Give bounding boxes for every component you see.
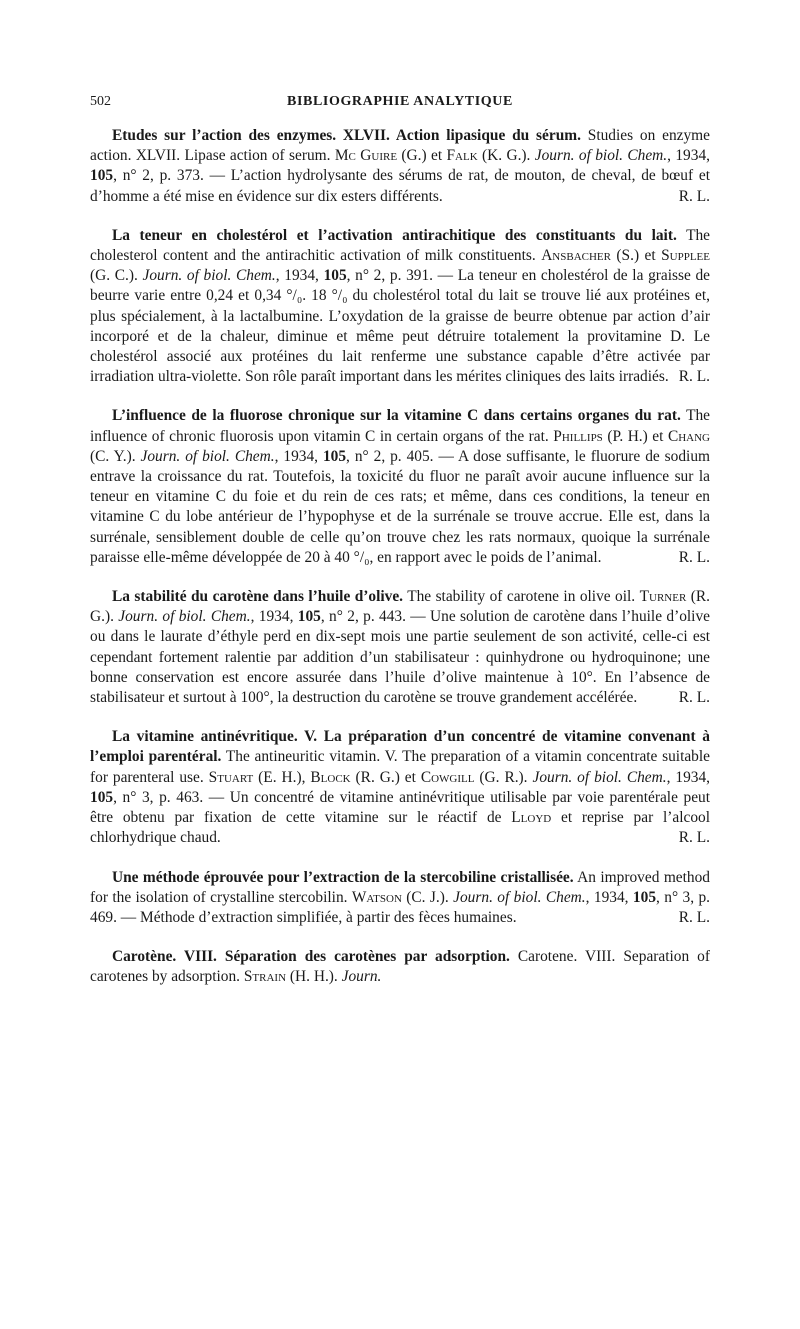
english-title: Studies on enzyme action. XLVII. Lipase action of serum. <box>90 127 710 165</box>
running-title: BIBLIOGRAPHIE ANALYTIQUE <box>287 94 513 109</box>
citation-year: , 1934, <box>250 608 298 626</box>
english-title: The influence of chronic fluorosis upon vitamin C in certain organs of the rat. <box>90 407 710 445</box>
reviewer-initials: R. L. <box>678 187 710 205</box>
page-number: 502 <box>90 94 111 109</box>
entry-title: La teneur en cholestérol et l’activation antirachitique des constituants du lait. <box>112 226 677 244</box>
author-name: Supplee <box>661 247 710 265</box>
abstract-entry <box>90 868 710 929</box>
abstracts-column <box>90 126 710 1007</box>
abstract-entry <box>90 947 710 987</box>
citation-issue: , n° 3, p. 469. — <box>90 888 711 926</box>
journal-name: Journ. of biol. Chem. <box>140 447 275 465</box>
abstract-entry <box>90 727 710 848</box>
entry-title: Carotène. VIII. Séparation des carotènes par adsorption. <box>112 948 510 966</box>
abstract-text: A dose suffisante, le fluorure de sodium entrave la croissance du rat. Toutefois, la toxicité du fluor ne paraît avoir aucune influence sur la teneur en vitamine C du foie et du rein de ces rats; et même, dans ces conditions, la teneur en vitamine C du lobe antérieur de l’hypophyse et de la surrénale se trouve accrue. Elle est, dans la surrénale, sensiblement double de celle qu’on trouve chez les rats normaux, quoique la surrénale paraisse elle-même développée de 20 à 40 °/₀, en rapport avec le poids de l’animal. <box>90 447 710 566</box>
citation-year: , 1934, <box>666 768 711 786</box>
author-name: Phillips <box>553 427 603 445</box>
citation-year: , 1934, <box>275 267 324 285</box>
author-initials: (C. J.). <box>401 888 454 906</box>
author-initials: (G. R.). <box>474 768 533 786</box>
citation-volume: 105 <box>322 447 347 465</box>
abstract-text: Un concentré de vitamine antinévritique utilisable par voie parentérale peut être obtenu par fixation de cette vitamine sur le réactif de <box>90 788 710 827</box>
author-initials: (R. G.) et <box>350 768 421 786</box>
citation-volume: 105 <box>90 788 114 806</box>
citation-issue: , n° 2, p. 443. — <box>320 608 431 626</box>
author-initials: (P. H.) et <box>602 427 668 445</box>
reviewer-initials: R. L. <box>678 368 710 386</box>
citation-year: , 1934, <box>585 888 633 906</box>
english-title: Carotene. VIII. Separation of carotenes by adsorption. <box>90 948 710 986</box>
citation-year: , 1934, <box>274 447 323 465</box>
abstract-entry <box>90 587 710 708</box>
author-name: Stuart <box>208 768 254 786</box>
citation-year: , 1934, <box>667 147 710 165</box>
english-title: The cholesterol content and the antirachitic activation of milk constituents. <box>90 226 710 265</box>
abstract-entry <box>90 126 710 207</box>
citation-volume: 105 <box>297 608 321 626</box>
citation-issue: , n° 2, p. 391. — <box>346 267 458 285</box>
author-initials: (E. H.), <box>253 768 311 786</box>
abstract-entry <box>90 226 710 388</box>
author-name: Chang <box>667 427 710 445</box>
author-name: Lloyd <box>511 809 552 827</box>
abstract-text: L’action hydrolysante des sérums de rat, de mouton, de cheval, de bœuf et d’homme a été mise en évidence sur dix esters différents. <box>90 167 710 205</box>
author-initials: (G.) et <box>397 147 447 165</box>
journal-name: Journ. of biol. Chem. <box>142 267 276 285</box>
citation-issue: , n° 2, p. 405. — <box>346 447 458 465</box>
citation-volume: 105 <box>632 888 657 906</box>
author-name: Block <box>310 768 351 786</box>
author-initials: (H. H.). <box>286 968 342 986</box>
author-name: Cowgill <box>420 768 475 786</box>
entry-title: L’influence de la fluorose chronique sur la vitamine C dans certains organes du rat. <box>112 407 681 425</box>
abstract-entry <box>90 406 710 568</box>
author-name: Ansbacher <box>541 247 611 265</box>
reviewer-initials: R. L. <box>678 689 710 707</box>
abstract-text: Une solution de carotène dans l’huile d’olive ou dans le laurate d’éthyle perd en dix-sept mois une partie seulement de son activité, celle-ci est cependant fortement ralentie par addition d’un stabilisateur : quinhydrone ou hydroquinone; une bonne conservation est encore assurée dans l’huile d’olive maintenue à 10°. En l’absence de stabilisateur et surtout à 100°, la destruction du carotène se trouve grandement accélérée. <box>90 608 710 707</box>
citation-issue: , n° 2, p. 373. — <box>113 167 231 185</box>
abstract-text: Méthode d’extraction simplifiée, à partir des fèces humaines. <box>140 908 517 926</box>
journal-name: Journ. of biol. Chem. <box>118 608 251 626</box>
abstract-text: et reprise par l’alcool chlorhydrique chaud. <box>90 809 710 847</box>
citation-volume: 105 <box>323 267 347 285</box>
entry-title: La vitamine antinévritique. V. La préparation d’un concentré de vitamine convenant à l’emploi parentéral. <box>90 728 710 766</box>
entry-title: Une méthode éprouvée pour l’extraction de la stercobiline cristallisée. <box>112 868 574 886</box>
author-name: Strain <box>243 968 287 986</box>
author-name: Mc Guire <box>334 147 398 165</box>
entry-title: Etudes sur l’action des enzymes. XLVII. Action lipasique du sérum. <box>112 127 581 144</box>
author-initials: (G. C.). <box>90 267 143 285</box>
author-initials: (C. Y.). <box>90 447 141 465</box>
reviewer-initials: R. L. <box>678 908 710 926</box>
journal-name: Journ. <box>341 968 382 986</box>
reviewer-initials: R. L. <box>678 548 710 566</box>
citation-issue: , n° 3, p. 463. — <box>113 788 230 806</box>
author-name: Watson <box>351 888 402 906</box>
author-name: Turner <box>639 588 687 606</box>
abstract-text: La teneur en cholestérol de la graisse de beurre varie entre 0,24 et 0,34 °/₀. 18 °/₀ du cholestérol total du lait se trouve lié aux protéines et, plus spécialement, à la lactalbumine. L’oxydation de la graisse de beurre obtenue par action d’air incorporé et de la chaleur, diminue et même peut détruire totalement la provitamine D. Le cholestérol associé aux protéines du lait renferme une substance capable d’être activée par irradiation ultra-violette. Son rôle paraît important dans les mérites cliniques des laits irradiés. <box>90 267 710 386</box>
citation-volume: 105 <box>90 167 114 185</box>
english-title: An improved method for the isolation of crystalline stercobilin. <box>90 868 710 906</box>
entry-title: La stabilité du carotène dans l’huile d’olive. <box>112 588 404 606</box>
reviewer-initials: R. L. <box>678 829 710 847</box>
english-title: The antineuritic vitamin. V. The preparation of a vitamin concentrate suitable for parenteral use. <box>90 748 710 786</box>
journal-name: Journ. of biol. Chem. <box>534 147 668 165</box>
author-initials: (R. G.). <box>90 588 710 626</box>
author-initials: (S.) et <box>610 247 662 265</box>
journal-name: Journ. of biol. Chem. <box>453 888 586 906</box>
author-name: Falk <box>446 147 478 165</box>
page-header <box>90 94 710 114</box>
journal-name: Journ. of biol. Chem. <box>532 768 667 786</box>
author-initials: (K. G.). <box>477 147 535 165</box>
english-title: The stability of carotene in olive oil. <box>403 588 640 606</box>
